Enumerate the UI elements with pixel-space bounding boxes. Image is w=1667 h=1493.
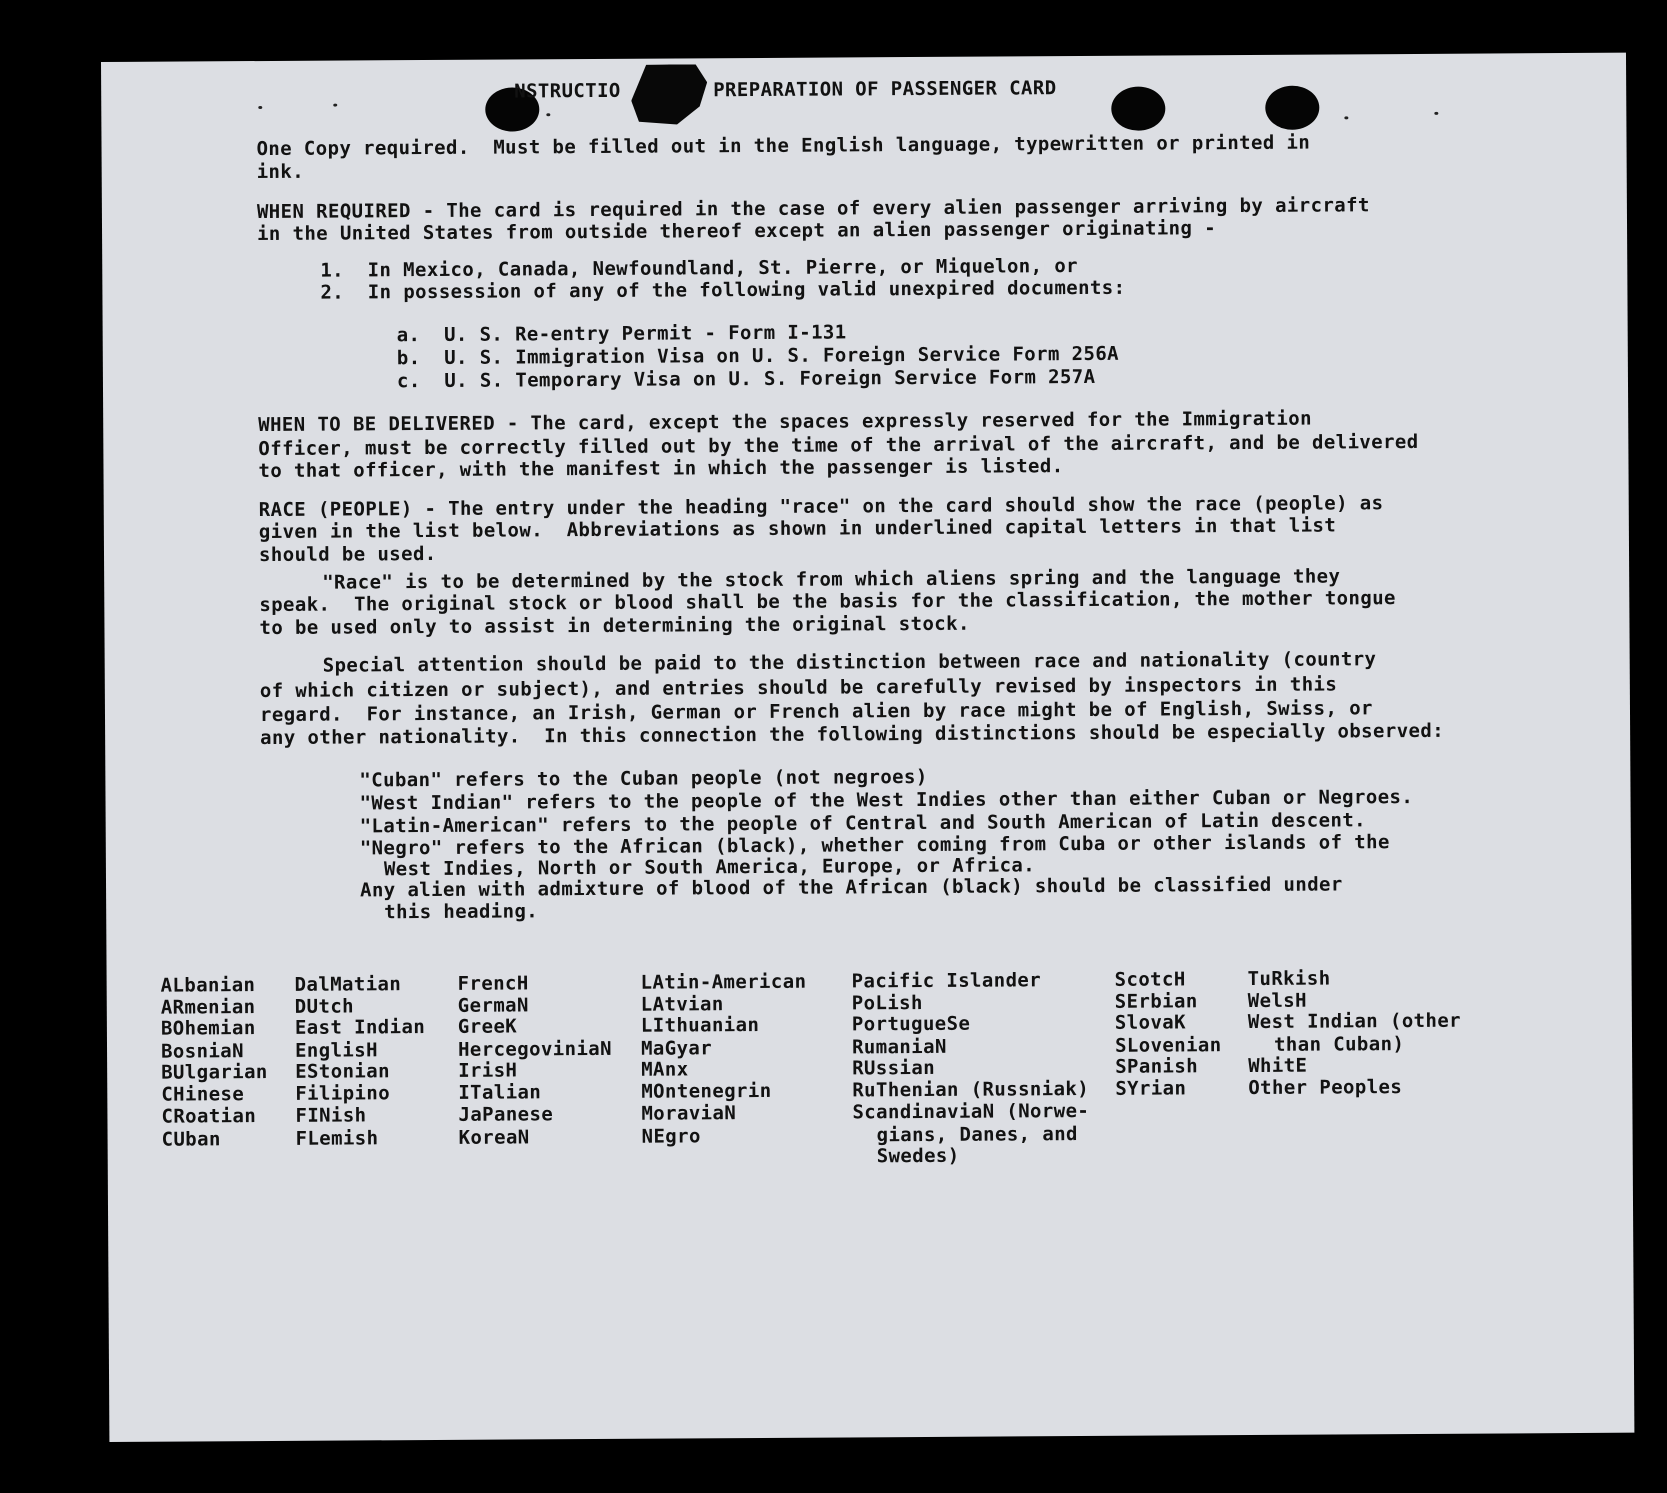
race-entry-continuation: than Cuban) <box>1273 1033 1405 1056</box>
race-entry: ScotcH <box>1114 968 1186 991</box>
race-entry: East Indian <box>294 1016 426 1039</box>
race-entry: SYrian <box>1115 1077 1187 1100</box>
race-entry: Filipino <box>295 1082 391 1105</box>
race-definition-line-2: speak. The original stock or blood shall be the basis for the classification, the mother tongue <box>259 587 1396 617</box>
race-entry: PortugueSe <box>851 1012 971 1036</box>
punch-hole-right <box>1265 86 1319 130</box>
race-entry: WelsH <box>1247 989 1308 1013</box>
race-definition-line-1: "Race" is to be determined by the stock from which aliens spring and the language they <box>322 565 1341 594</box>
race-entry: LIthuanian <box>640 1013 760 1037</box>
race-entry: Other Peoples <box>1248 1076 1403 1100</box>
speck <box>1344 116 1348 119</box>
document-page <box>101 53 1634 1442</box>
race-entry: FrencH <box>457 972 529 995</box>
distinction-negro-line-2: West Indies, North or South America, Europe, or Africa. <box>383 854 1036 881</box>
document-item-a: a. U. S. Re-entry Permit - Form I-131 <box>396 321 847 347</box>
race-entry: CUban <box>161 1128 221 1151</box>
race-entry: ARmenian <box>160 996 256 1019</box>
race-entry: JaPanese <box>458 1103 554 1126</box>
speck <box>1434 112 1438 115</box>
race-definition-line-3: to be used only to assist in determining the original stock. <box>259 612 970 640</box>
race-entry-continuation: Swedes) <box>876 1144 960 1168</box>
speck <box>258 106 262 109</box>
distinction-cuban: "Cuban" refers to the Cuban people (not negroes) <box>359 765 928 792</box>
when-delivered-line-1: WHEN TO BE DELIVERED - The card, except the spaces expressly reserved for the Immigration <box>258 407 1312 437</box>
race-entry: MaGyar <box>640 1037 713 1060</box>
race-entry: Pacific Islander <box>851 969 1042 993</box>
race-entry: RumaniaN <box>851 1035 947 1059</box>
race-entry: LAtvian <box>640 993 724 1016</box>
copy-required-line-2: ink. <box>256 160 305 184</box>
race-entry: FINish <box>295 1104 367 1127</box>
race-entry: ITalian <box>458 1081 542 1104</box>
distinction-latin-american: "Latin-American" refers to the people of Central and South American of Latin descent. <box>359 809 1367 838</box>
title-left-fragment: NSTRUCTIO <box>514 79 621 103</box>
race-entry: MoraviaN <box>641 1102 737 1125</box>
race-entry: DalMatian <box>294 973 402 996</box>
race-entry: DUtch <box>294 995 355 1018</box>
race-entry: RUssian <box>852 1056 936 1080</box>
when-required-item-1: 1. In Mexico, Canada, Newfoundland, St. Pierre, or Miquelon, or <box>320 255 1079 282</box>
race-entry: PoLish <box>851 991 923 1015</box>
race-entry: SPanish <box>1115 1055 1199 1078</box>
race-entry: KoreaN <box>458 1126 530 1149</box>
race-entry: EnglisH <box>294 1039 378 1062</box>
distinction-admixture-line-1: Any alien with admixture of blood of the African (black) should be classified under <box>359 873 1343 902</box>
document-item-c: c. U. S. Temporary Visa on U. S. Foreign Service Form 257A <box>396 365 1096 393</box>
distinction-west-indian: "West Indian" refers to the people of the West Indies other than either Cuban or Negroes. <box>359 785 1414 815</box>
document-content <box>101 53 1634 1442</box>
race-line-3: should be used. <box>258 542 437 567</box>
special-attention-line-1: Special attention should be paid to the distinction between race and nationality (country <box>322 648 1377 677</box>
race-entry: NEgro <box>641 1125 701 1148</box>
when-required-line-2: in the United States from outside thereof except an alien passenger originating - <box>256 217 1217 246</box>
special-attention-line-2: of which citizen or subject), and entries should be carefully revised by inspectors in this <box>259 673 1338 703</box>
race-entry: ALbanian <box>160 974 256 997</box>
race-entry: RuThenian (Russniak) <box>852 1077 1090 1102</box>
race-entry: BOhemian <box>160 1017 256 1040</box>
race-entry: SlovaK <box>1114 1011 1187 1034</box>
race-entry: TuRkish <box>1247 967 1331 991</box>
race-entry: SErbian <box>1114 990 1198 1013</box>
when-delivered-line-3: to that officer, with the manifest in which the passenger is listed. <box>258 455 1064 483</box>
race-entry: IrisH <box>458 1059 518 1082</box>
distinction-negro-line-1: "Negro" refers to the African (black), whether coming from Cuba or other islands of the <box>359 831 1390 860</box>
speck <box>546 113 550 116</box>
speck <box>333 104 337 107</box>
race-line-2: given in the list below. Abbreviations as shown in underlined capital letters in that list <box>258 514 1337 544</box>
race-entry: CRoatian <box>161 1105 257 1128</box>
race-entry: West Indian (other <box>1247 1009 1462 1034</box>
document-item-b: b. U. S. Immigration Visa on U. S. Foreign Service Form 256A <box>396 342 1120 370</box>
race-entry: LAtin-American <box>640 970 807 994</box>
when-delivered-line-2: Officer, must be correctly filled out by the time of the arrival of the aircraft, and be delivered <box>258 430 1419 461</box>
copy-required-line-1: One Copy required. Must be filled out in the English language, typewritten or printed in <box>256 131 1311 161</box>
race-entry: MAnx <box>641 1058 689 1081</box>
race-entry: ScandinaviaN (Norwe- <box>852 1099 1090 1124</box>
when-required-line-1: WHEN REQUIRED - The card is required in the case of every alien passenger arriving by aircraft <box>256 194 1370 224</box>
distinction-admixture-line-2: this heading. <box>384 900 539 924</box>
when-required-item-2: 2. In possession of any of the following valid unexpired documents: <box>320 276 1126 304</box>
title-right-fragment: PREPARATION OF PASSENGER CARD <box>713 77 1057 102</box>
race-entry: MOntenegrin <box>641 1079 772 1103</box>
race-entry: FLemish <box>295 1127 379 1150</box>
race-entry-continuation: gians, Danes, and <box>876 1123 1078 1147</box>
race-entry: EStonian <box>295 1060 390 1083</box>
race-entry: HercegoviniaN <box>457 1037 613 1061</box>
special-attention-line-4: any other nationality. In this connection the following distinctions should be especially observed: <box>260 719 1445 750</box>
torn-paper-gap <box>631 64 707 124</box>
race-line-1: RACE (PEOPLE) - The entry under the heading "race" on the card should show the race (people) as <box>258 492 1384 522</box>
race-entry: BUlgarian <box>161 1061 268 1084</box>
special-attention-line-3: regard. For instance, an Irish, German or French alien by race might be of English, Swiss, or <box>259 697 1373 727</box>
punch-hole-middle <box>1111 86 1165 130</box>
race-entry: CHinese <box>161 1083 245 1106</box>
race-entry: GreeK <box>457 1015 518 1038</box>
race-entry: WhitE <box>1248 1054 1308 1078</box>
race-entry: GermaN <box>457 994 529 1017</box>
race-entry: SLovenian <box>1114 1034 1222 1057</box>
race-entry: BosniaN <box>160 1040 244 1063</box>
